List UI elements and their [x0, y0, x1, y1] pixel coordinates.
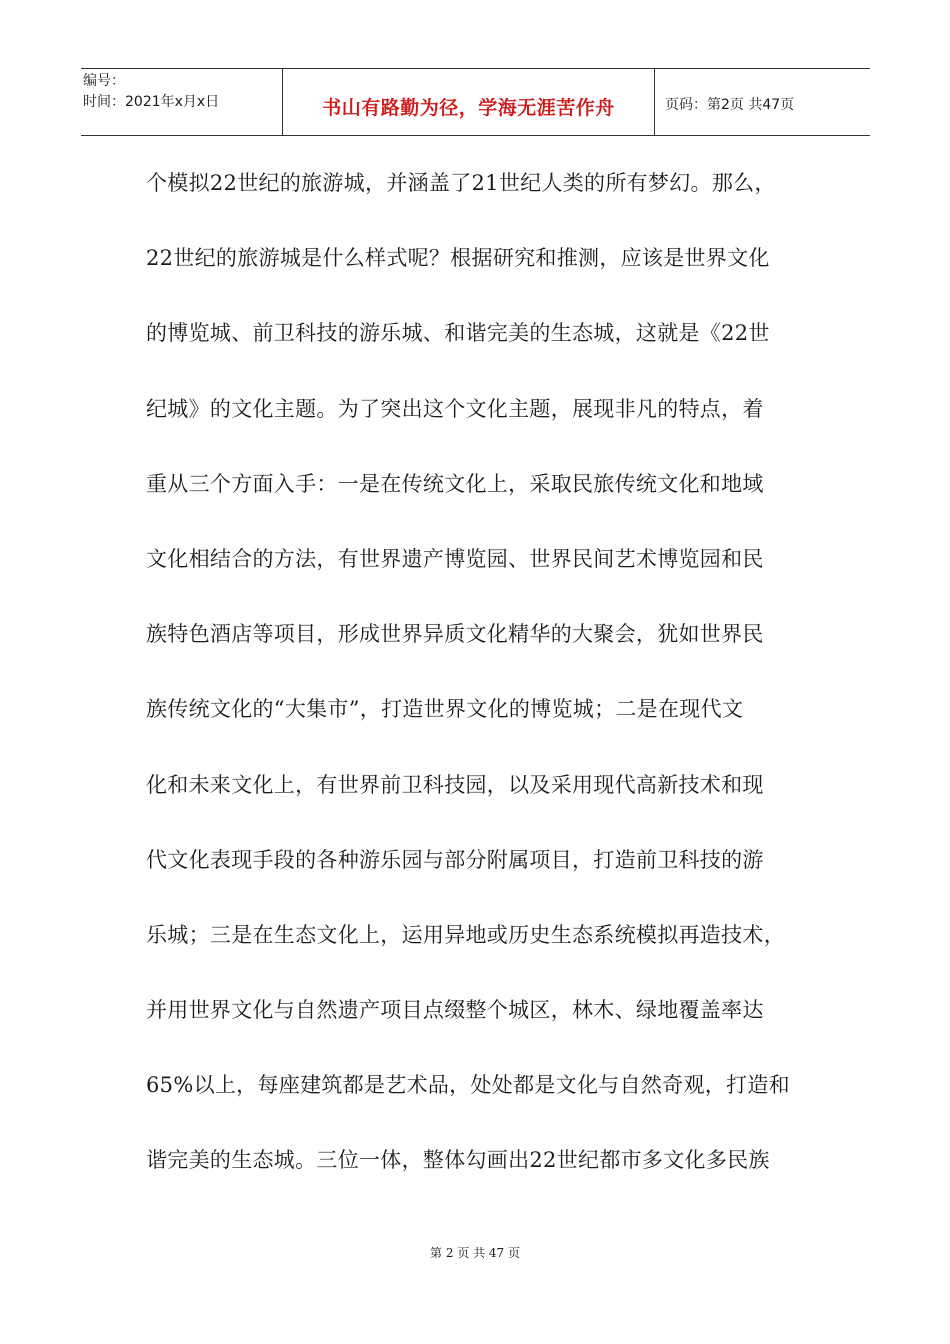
body-line: 谐完美的生态城。三位一体，整体勾画出22世纪都市多文化多民族 [146, 1148, 770, 1173]
body-line: 化和未来文化上，有世界前卫科技园，以及采用现代高新技术和现 [146, 772, 764, 797]
body-line: 的博览城、前卫科技的游乐城、和谐完美的生态城，这就是《22世 [146, 321, 770, 346]
body-line: 代文化表现手段的各种游乐园与部分附属项目，打造前卫科技的游 [146, 847, 764, 872]
header-meta-cell [81, 69, 283, 135]
page-footer [0, 1244, 950, 1261]
footer-page-number: 第 2 页 共 47 页 [430, 1246, 520, 1260]
body-line: 乐城；三是在生态文化上，运用异地或历史生态系统模拟再造技术， [146, 922, 785, 947]
header-page-cell [655, 69, 870, 135]
body-line: 族传统文化的“大集市”，打造世界文化的博览城；二是在现代文 [146, 697, 744, 722]
body-text [146, 163, 818, 1216]
header-motto: 书山有路勤为径，学海无涯苦作舟 [322, 96, 615, 119]
body-line: 族特色酒店等项目，形成世界异质文化精华的大聚会，犹如世界民 [146, 622, 764, 647]
body-line: 重从三个方面入手：一是在传统文化上，采取民旅传统文化和地域 [146, 471, 764, 496]
header-page-info: 页码：第2页 共47页 [665, 97, 795, 113]
body-line: 并用世界文化与自然遗产项目点缀整个城区，林木、绿地覆盖率达 [146, 998, 764, 1023]
header-motto-cell [283, 69, 655, 135]
page-header [81, 68, 870, 136]
body-line: 65%以上，每座建筑都是艺术品，处处都是文化与自然奇观，打造和 [146, 1073, 790, 1098]
body-line: 22世纪的旅游城是什么样式呢？根据研究和推测，应该是世界文化 [146, 246, 770, 271]
body-line: 文化相结合的方法，有世界遗产博览园、世界民间艺术博览园和民 [146, 546, 764, 571]
document-number-label: 编号： [83, 73, 125, 89]
document-time-label: 时间：2021年x月x日 [83, 94, 220, 110]
body-line: 纪城》的文化主题。为了突出这个文化主题，展现非凡的特点，着 [146, 396, 764, 421]
body-line: 个模拟22世纪的旅游城，并涵盖了21世纪人类的所有梦幻。那么， [146, 171, 776, 195]
